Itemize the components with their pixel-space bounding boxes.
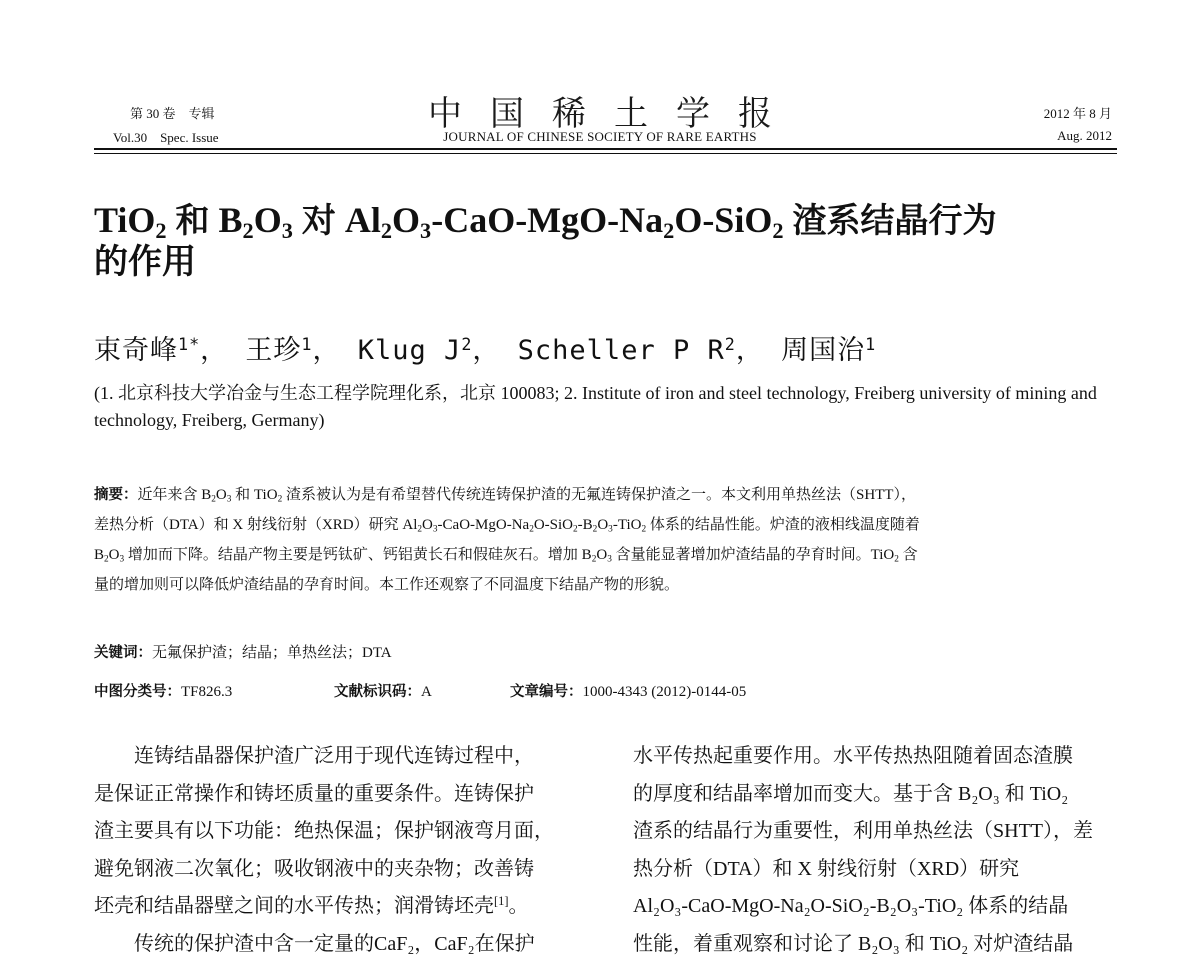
keywords (94, 641, 392, 662)
abstract-label: 摘要： (94, 487, 138, 503)
affiliation: (1. 北京科技大学冶金与生态工程学院理化系，北京 100083; 2. Institute of iron and steel technology, Freiberg university of mining and technology, Freiberg, Germany) (94, 380, 1124, 434)
body-line: 性能，着重观察和讨论了 B₂O₃ 和 TiO₂ 对炉渣结晶 (633, 926, 1118, 963)
body-line: 水平传热起重要作用。水平传热热阻随着固态渣膜 (633, 738, 1118, 776)
abstract (94, 480, 1124, 600)
abstract-line: 量的增加则可以降低炉渣结晶的孕育时间。本工作还观察了不同温度下结晶产物的形貌。 (94, 570, 1124, 600)
body-line: 是保证正常操作和铸坯质量的重要条件。连铸保护 (94, 776, 579, 814)
keywords-text: 无氟保护渣；结晶；单热丝法；DTA (152, 645, 392, 661)
header-rule-thin (94, 153, 1117, 154)
body-line: 传统的保护渣中含一定量的CaF₂，CaF₂在保护 (94, 926, 579, 963)
document-code: 文献标识码：A (334, 680, 432, 701)
author-list: 束奇峰$^{1*}$， 王珍$^1$， Klug $J^2$， Scheller P $R^2$， 周国治$^1$ (94, 328, 876, 367)
abstract-line: 差热分析（DTA）和 X 射线衍射（XRD）研究 $Al_2O_3-CaO-MgO-Na_2O-SiO_2-B_2O_3-TiO_2$ 体系的结晶性能。炉渣的液相线温度随着 (94, 510, 1124, 540)
body-line: 避免钢液二次氧化；吸收钢液中的夹杂物；改善铸 (94, 851, 579, 889)
body-line: Al₂O₃-CaO-MgO-Na₂O-SiO₂-B₂O₃-TiO₂ 体系的结晶 (633, 888, 1118, 926)
volume-en: Vol.30 Spec. Issue (113, 127, 219, 146)
article-number: 文章编号：1000-4343 (2012)-0144-05 (510, 680, 746, 701)
body-line: 渣主要具有以下功能：绝热保温；保护钢液弯月面， (94, 813, 579, 851)
volume-cn: 第 30 卷 专辑 (130, 103, 215, 122)
journal-title-cn: 中国稀土学报 (0, 86, 1200, 135)
author-name: 束奇峰 (94, 335, 178, 366)
keywords-label: 关键词： (94, 645, 152, 661)
author-name: 周国治 (781, 335, 865, 366)
citation-ref: [1] (494, 894, 508, 908)
title-line-2: 的作用 (94, 242, 196, 282)
article-title: TiO$_2$ 和 $B_2O_3$ 对 $Al_2O_3-CaO-MgO-Na_2O-SiO_2$ 渣系结晶行为 的作用 (94, 200, 1124, 282)
author-name: Scheller P R (518, 335, 725, 366)
author-name: Klug J (358, 335, 462, 366)
body-line: 的厚度和结晶率增加而变大。基于含 B₂O₃ 和 TiO₂ (633, 776, 1118, 814)
classification-number: 中图分类号：TF826.3 (94, 680, 232, 701)
abstract-line: $B_2O_3$ 增加而下降。结晶产物主要是钙钛矿、钙铝黄长石和假硅灰石。增加 $B_2O_3$ 含量能显著增加炉渣结晶的孕育时间。TiO$_2$ 含 (94, 540, 1124, 570)
body-column-left (94, 738, 579, 963)
body-line: 热分析（DTA）和 X 射线衍射（XRD）研究 (633, 851, 1118, 889)
issue-date-en: Aug. 2012 (1057, 128, 1112, 144)
body-line: 渣系的结晶行为重要性，利用单热丝法（SHTT），差 (633, 813, 1118, 851)
body-line: 坯壳和结晶器壁之间的水平传热；润滑铸坯壳[1]。 (94, 888, 579, 926)
author-name: 王珍 (245, 335, 301, 366)
issue-date-cn: 2012 年 8 月 (1044, 103, 1112, 122)
abstract-line: 摘要：近年来含 $B_2O_3$ 和 TiO$_2$ 渣系被认为是有希望替代传统连铸保护渣的无氟连铸保护渣之一。本文利用单热丝法（SHTT）， (94, 480, 1124, 510)
body-line: 连铸结晶器保护渣广泛用于现代连铸过程中， (94, 738, 579, 776)
journal-title-en: JOURNAL OF CHINESE SOCIETY OF RARE EARTHS (0, 129, 1200, 145)
body-column-right (633, 738, 1118, 963)
header-rule-thick (94, 148, 1117, 150)
